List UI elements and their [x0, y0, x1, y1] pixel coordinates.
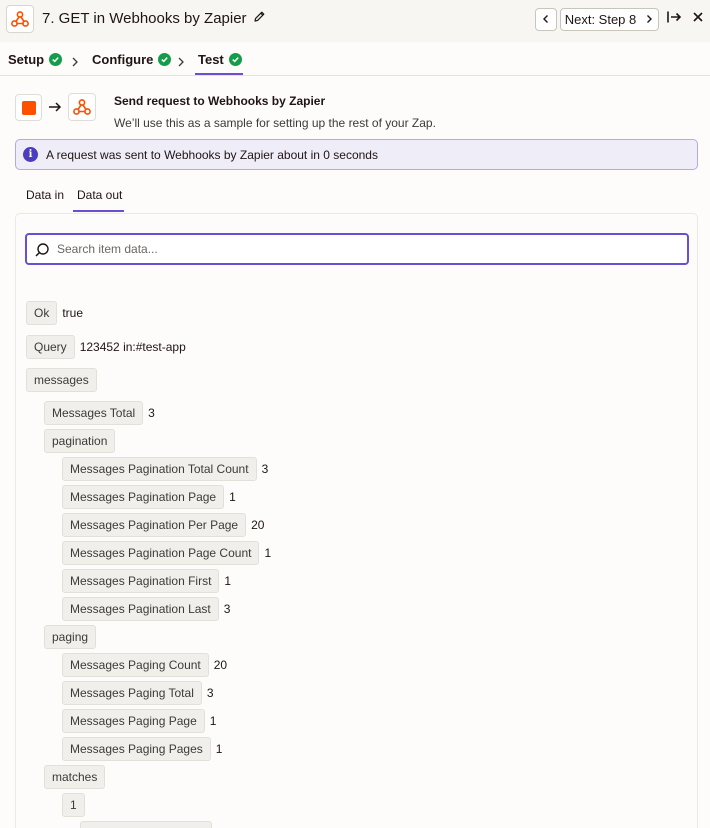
tree-item-paging-page	[62, 709, 216, 733]
tree-group-pagination	[44, 429, 115, 453]
previous-step-button[interactable]	[535, 8, 557, 31]
close-icon	[692, 10, 704, 28]
field-value: 3	[261, 462, 269, 476]
info-banner-text: A request was sent to Webhooks by Zapier about in 0 seconds	[46, 148, 378, 162]
field-key[interactable]: Messages Pagination Last	[62, 597, 219, 621]
arrow-to-right-icon	[666, 10, 682, 29]
field-key[interactable]: Messages Paging Count	[62, 653, 209, 677]
step-title	[42, 10, 266, 27]
group-key[interactable]: matches	[44, 765, 105, 789]
header-bar	[0, 0, 710, 42]
field-key[interactable]: Messages Pagination First	[62, 569, 219, 593]
field-value: 1	[209, 714, 217, 728]
search-input[interactable]	[57, 240, 657, 258]
field-key[interactable]: Messages Paging Total	[62, 681, 202, 705]
field-value: 3	[148, 406, 155, 420]
field-value: 20	[213, 658, 228, 672]
field-key[interactable]: Messages Paging Pages	[62, 737, 211, 761]
group-key[interactable]: messages	[26, 368, 97, 392]
tree-item-pagination-page-count	[62, 541, 271, 565]
tree-item-paging-pages	[62, 737, 222, 761]
chevron-left-icon	[541, 11, 551, 29]
field-key[interactable]: Messages Paging Page	[62, 709, 205, 733]
field-value: 3	[206, 686, 214, 700]
pencil-icon[interactable]	[253, 10, 266, 27]
tab-setup[interactable]	[8, 52, 62, 67]
info-icon: i	[23, 147, 38, 162]
check-circle-icon	[158, 53, 171, 66]
tab-configure-label: Configure	[92, 52, 154, 67]
expand-panel-button[interactable]	[664, 9, 684, 29]
field-value: 20	[251, 518, 265, 532]
field-value: 1	[215, 742, 223, 756]
tree-item-pagination-per-page	[62, 513, 264, 537]
tree-group-matches	[44, 765, 105, 789]
group-key[interactable]: 1	[62, 793, 85, 817]
field-key[interactable]	[80, 821, 212, 828]
send-request-title: Send request to Webhooks by Zapier	[114, 94, 326, 108]
next-step-button[interactable]	[560, 8, 659, 31]
close-button[interactable]	[688, 9, 708, 29]
arrow-right-icon	[48, 100, 62, 118]
tree-group-messages	[26, 368, 97, 392]
next-step-label: Next: Step 8	[564, 12, 637, 27]
step-tabs	[0, 42, 710, 76]
tree-item-pagination-page	[62, 485, 236, 509]
field-value: 3	[223, 602, 231, 616]
group-key[interactable]: pagination	[44, 429, 115, 453]
field-key[interactable]: Ok	[26, 301, 57, 325]
tree-item-query	[26, 335, 186, 359]
field-value: 1	[224, 574, 232, 588]
webhooks-app-icon	[6, 5, 34, 33]
field-value: true	[62, 306, 84, 320]
check-circle-icon	[49, 53, 62, 66]
step-title-text: 7. GET in Webhooks by Zapier	[42, 10, 247, 27]
tab-test-label: Test	[198, 52, 224, 67]
field-key[interactable]: Messages Total	[44, 401, 143, 425]
chevron-right-icon	[71, 54, 79, 72]
tab-test[interactable]	[198, 52, 242, 67]
trigger-app-icon	[15, 94, 42, 121]
tab-configure[interactable]	[92, 52, 171, 67]
tree-item-messages-total	[44, 401, 155, 425]
tree-item-pagination-total-count	[62, 457, 268, 481]
field-key[interactable]: Messages Pagination Page Count	[62, 541, 259, 565]
tree-item-paging-total	[62, 681, 214, 705]
chevron-right-icon	[177, 54, 185, 72]
tree-item-partial	[80, 821, 212, 828]
tab-data-in[interactable]: Data in	[26, 188, 65, 202]
tab-data-out[interactable]: Data out	[77, 188, 123, 202]
field-value: 1	[229, 490, 236, 504]
field-key[interactable]: Messages Pagination Page	[62, 485, 224, 509]
tab-setup-label: Setup	[8, 52, 45, 67]
active-tab-indicator	[195, 73, 243, 75]
info-banner	[15, 139, 698, 170]
field-key[interactable]: Query	[26, 335, 75, 359]
field-key[interactable]: Messages Pagination Per Page	[62, 513, 246, 537]
field-key[interactable]: Messages Pagination Total Count	[62, 457, 257, 481]
tree-group-matches-1	[62, 793, 85, 817]
webhooks-app-icon	[68, 93, 96, 121]
group-key[interactable]: paging	[44, 625, 96, 649]
tree-group-paging	[44, 625, 96, 649]
tree-item-ok	[26, 301, 83, 325]
tree-item-pagination-last	[62, 597, 230, 621]
check-circle-icon	[229, 53, 242, 66]
field-value: 123452 in:#test-app	[79, 340, 186, 354]
chevron-right-icon	[644, 12, 654, 27]
tree-item-pagination-first	[62, 569, 231, 593]
search-box	[25, 233, 689, 265]
send-request-subtitle: We’ll use this as a sample for setting up the rest of your Zap.	[114, 116, 436, 130]
field-value: 1	[264, 546, 272, 560]
tree-item-paging-count	[62, 653, 227, 677]
active-data-tab-indicator	[73, 210, 124, 212]
search-icon	[34, 242, 50, 263]
